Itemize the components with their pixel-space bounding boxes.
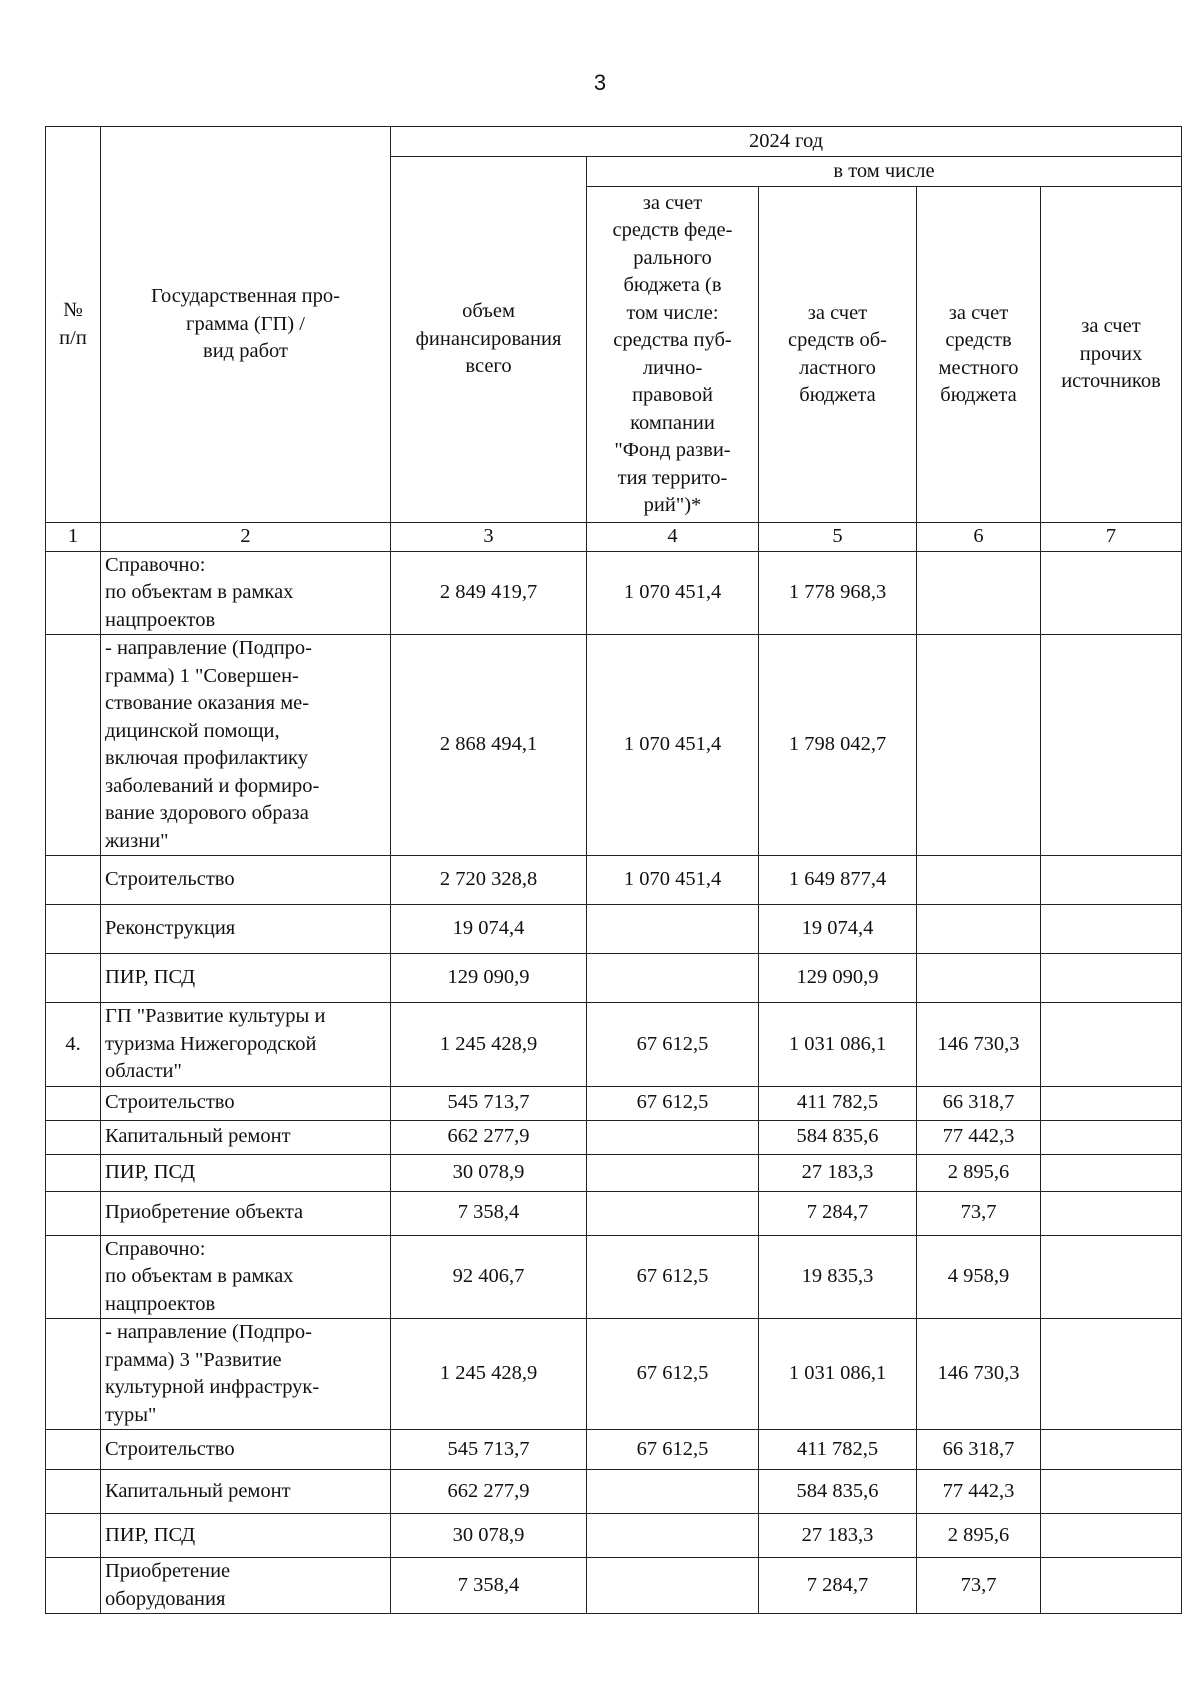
other-cell	[1041, 1514, 1182, 1558]
header-regional: за счет средств об- ластного бюджета	[759, 187, 917, 523]
regional-cell: 1 031 086,1	[759, 1003, 917, 1087]
program-name-cell: ПИР, ПСД	[101, 1154, 391, 1191]
row-number-cell	[46, 1470, 101, 1514]
federal-cell: 67 612,5	[587, 1086, 759, 1120]
total-cell: 662 277,9	[391, 1120, 587, 1154]
other-cell	[1041, 1319, 1182, 1430]
total-cell: 545 713,7	[391, 1430, 587, 1470]
total-cell: 2 849 419,7	[391, 551, 587, 635]
regional-cell: 1 778 968,3	[759, 551, 917, 635]
table-row	[46, 1154, 1182, 1191]
local-cell: 2 895,6	[917, 1514, 1041, 1558]
table-row	[46, 1430, 1182, 1470]
other-cell	[1041, 551, 1182, 635]
column-number: 1	[46, 523, 101, 552]
total-cell: 30 078,9	[391, 1154, 587, 1191]
program-name-cell: Капитальный ремонт	[101, 1120, 391, 1154]
program-name-cell: Приобретение объекта	[101, 1191, 391, 1235]
table-row	[46, 1558, 1182, 1614]
table-row	[46, 1319, 1182, 1430]
federal-cell	[587, 1470, 759, 1514]
header-total: объем финансирования всего	[391, 157, 587, 523]
program-name-cell: Реконструкция	[101, 905, 391, 954]
program-name-cell: Капитальный ремонт	[101, 1470, 391, 1514]
total-cell: 30 078,9	[391, 1514, 587, 1558]
local-cell	[917, 905, 1041, 954]
row-number-cell	[46, 1558, 101, 1614]
regional-cell: 411 782,5	[759, 1086, 917, 1120]
program-name-cell: Справочно: по объектам в рамках нацпроектов	[101, 551, 391, 635]
header-other: за счет прочих источников	[1041, 187, 1182, 523]
local-cell	[917, 551, 1041, 635]
row-number-cell	[46, 1154, 101, 1191]
row-number-cell	[46, 1430, 101, 1470]
page-number: 3	[593, 70, 607, 95]
program-name-cell: Строительство	[101, 1430, 391, 1470]
row-number-cell	[46, 856, 101, 905]
other-cell	[1041, 1558, 1182, 1614]
federal-cell	[587, 1191, 759, 1235]
local-cell: 77 442,3	[917, 1470, 1041, 1514]
other-cell	[1041, 1191, 1182, 1235]
table-row	[46, 1235, 1182, 1319]
local-cell: 66 318,7	[917, 1430, 1041, 1470]
local-cell: 2 895,6	[917, 1154, 1041, 1191]
federal-cell: 1 070 451,4	[587, 551, 759, 635]
local-cell: 73,7	[917, 1191, 1041, 1235]
federal-cell: 67 612,5	[587, 1235, 759, 1319]
column-number: 5	[759, 523, 917, 552]
other-cell	[1041, 1120, 1182, 1154]
other-cell	[1041, 856, 1182, 905]
regional-cell: 584 835,6	[759, 1120, 917, 1154]
federal-cell: 67 612,5	[587, 1319, 759, 1430]
regional-cell: 1 031 086,1	[759, 1319, 917, 1430]
local-cell: 77 442,3	[917, 1120, 1041, 1154]
federal-cell	[587, 1154, 759, 1191]
total-cell: 2 868 494,1	[391, 635, 587, 856]
column-number: 6	[917, 523, 1041, 552]
local-cell: 66 318,7	[917, 1086, 1041, 1120]
table-row	[46, 1086, 1182, 1120]
row-number-cell	[46, 635, 101, 856]
local-cell: 73,7	[917, 1558, 1041, 1614]
federal-cell	[587, 1120, 759, 1154]
total-cell: 1 245 428,9	[391, 1319, 587, 1430]
column-number: 4	[587, 523, 759, 552]
federal-cell: 67 612,5	[587, 1003, 759, 1087]
program-name-cell: ПИР, ПСД	[101, 954, 391, 1003]
row-number-cell	[46, 1514, 101, 1558]
regional-cell: 19 074,4	[759, 905, 917, 954]
other-cell	[1041, 1154, 1182, 1191]
regional-cell: 7 284,7	[759, 1191, 917, 1235]
federal-cell	[587, 905, 759, 954]
federal-cell: 67 612,5	[587, 1430, 759, 1470]
federal-cell	[587, 954, 759, 1003]
table-row	[46, 1514, 1182, 1558]
table-row	[46, 1191, 1182, 1235]
header-row-number: № п/п	[46, 127, 101, 523]
table-row	[46, 635, 1182, 856]
row-number-cell	[46, 1319, 101, 1430]
program-name-cell: Справочно: по объектам в рамках нацпроектов	[101, 1235, 391, 1319]
table-row	[46, 856, 1182, 905]
total-cell: 7 358,4	[391, 1558, 587, 1614]
table-row	[46, 905, 1182, 954]
regional-cell: 27 183,3	[759, 1514, 917, 1558]
total-cell: 1 245 428,9	[391, 1003, 587, 1087]
table-row	[46, 1120, 1182, 1154]
row-number-cell	[46, 1191, 101, 1235]
total-cell: 129 090,9	[391, 954, 587, 1003]
total-cell: 92 406,7	[391, 1235, 587, 1319]
column-number: 2	[101, 523, 391, 552]
total-cell: 19 074,4	[391, 905, 587, 954]
program-name-cell: - направление (Подпро- грамма) 1 "Совершен- ствование оказания ме- дицинской помощи, включая профилактику заболеваний и формиро- вание здорового образа жизни"	[101, 635, 391, 856]
regional-cell: 19 835,3	[759, 1235, 917, 1319]
total-cell: 545 713,7	[391, 1086, 587, 1120]
federal-cell: 1 070 451,4	[587, 635, 759, 856]
regional-cell: 7 284,7	[759, 1558, 917, 1614]
header-federal: за счет средств феде- рального бюджета (в том числе: средства пуб- лично- правовой компании "Фонд разви- тия террито- рий")*	[587, 187, 759, 523]
federal-cell	[587, 1558, 759, 1614]
regional-cell: 1 798 042,7	[759, 635, 917, 856]
row-number-cell	[46, 954, 101, 1003]
other-cell	[1041, 1235, 1182, 1319]
program-name-cell: - направление (Подпро- грамма) 3 "Развитие культурной инфраструк- туры"	[101, 1319, 391, 1430]
row-number-cell	[46, 1120, 101, 1154]
financing-table	[45, 126, 1182, 1614]
other-cell	[1041, 1470, 1182, 1514]
table-body	[46, 551, 1182, 1614]
header-program: Государственная про- грамма (ГП) / вид работ	[101, 127, 391, 523]
total-cell: 662 277,9	[391, 1470, 587, 1514]
other-cell	[1041, 954, 1182, 1003]
federal-cell	[587, 1514, 759, 1558]
row-number-cell	[46, 1235, 101, 1319]
local-cell	[917, 635, 1041, 856]
other-cell	[1041, 1003, 1182, 1087]
column-numbers-row	[46, 523, 1182, 552]
header-local: за счет средств местного бюджета	[917, 187, 1041, 523]
table-row	[46, 954, 1182, 1003]
program-name-cell: Строительство	[101, 1086, 391, 1120]
program-name-cell: ПИР, ПСД	[101, 1514, 391, 1558]
column-number: 3	[391, 523, 587, 552]
local-cell: 146 730,3	[917, 1003, 1041, 1087]
program-name-cell: Строительство	[101, 856, 391, 905]
row-number-cell: 4.	[46, 1003, 101, 1087]
row-number-cell	[46, 905, 101, 954]
header-in-that: в том числе	[587, 157, 1182, 187]
row-number-cell	[46, 1086, 101, 1120]
table-header	[46, 127, 1182, 552]
other-cell	[1041, 635, 1182, 856]
local-cell: 4 958,9	[917, 1235, 1041, 1319]
regional-cell: 27 183,3	[759, 1154, 917, 1191]
regional-cell: 1 649 877,4	[759, 856, 917, 905]
other-cell	[1041, 1086, 1182, 1120]
header-year: 2024 год	[391, 127, 1182, 157]
federal-cell: 1 070 451,4	[587, 856, 759, 905]
table-row	[46, 1003, 1182, 1087]
local-cell: 146 730,3	[917, 1319, 1041, 1430]
local-cell	[917, 954, 1041, 1003]
program-name-cell: Приобретение оборудования	[101, 1558, 391, 1614]
total-cell: 7 358,4	[391, 1191, 587, 1235]
other-cell	[1041, 905, 1182, 954]
row-number-cell	[46, 551, 101, 635]
other-cell	[1041, 1430, 1182, 1470]
local-cell	[917, 856, 1041, 905]
table-row	[46, 1470, 1182, 1514]
regional-cell: 411 782,5	[759, 1430, 917, 1470]
total-cell: 2 720 328,8	[391, 856, 587, 905]
column-number: 7	[1041, 523, 1182, 552]
program-name-cell: ГП "Развитие культуры и туризма Нижегородской области"	[101, 1003, 391, 1087]
regional-cell: 584 835,6	[759, 1470, 917, 1514]
table-row	[46, 551, 1182, 635]
regional-cell: 129 090,9	[759, 954, 917, 1003]
